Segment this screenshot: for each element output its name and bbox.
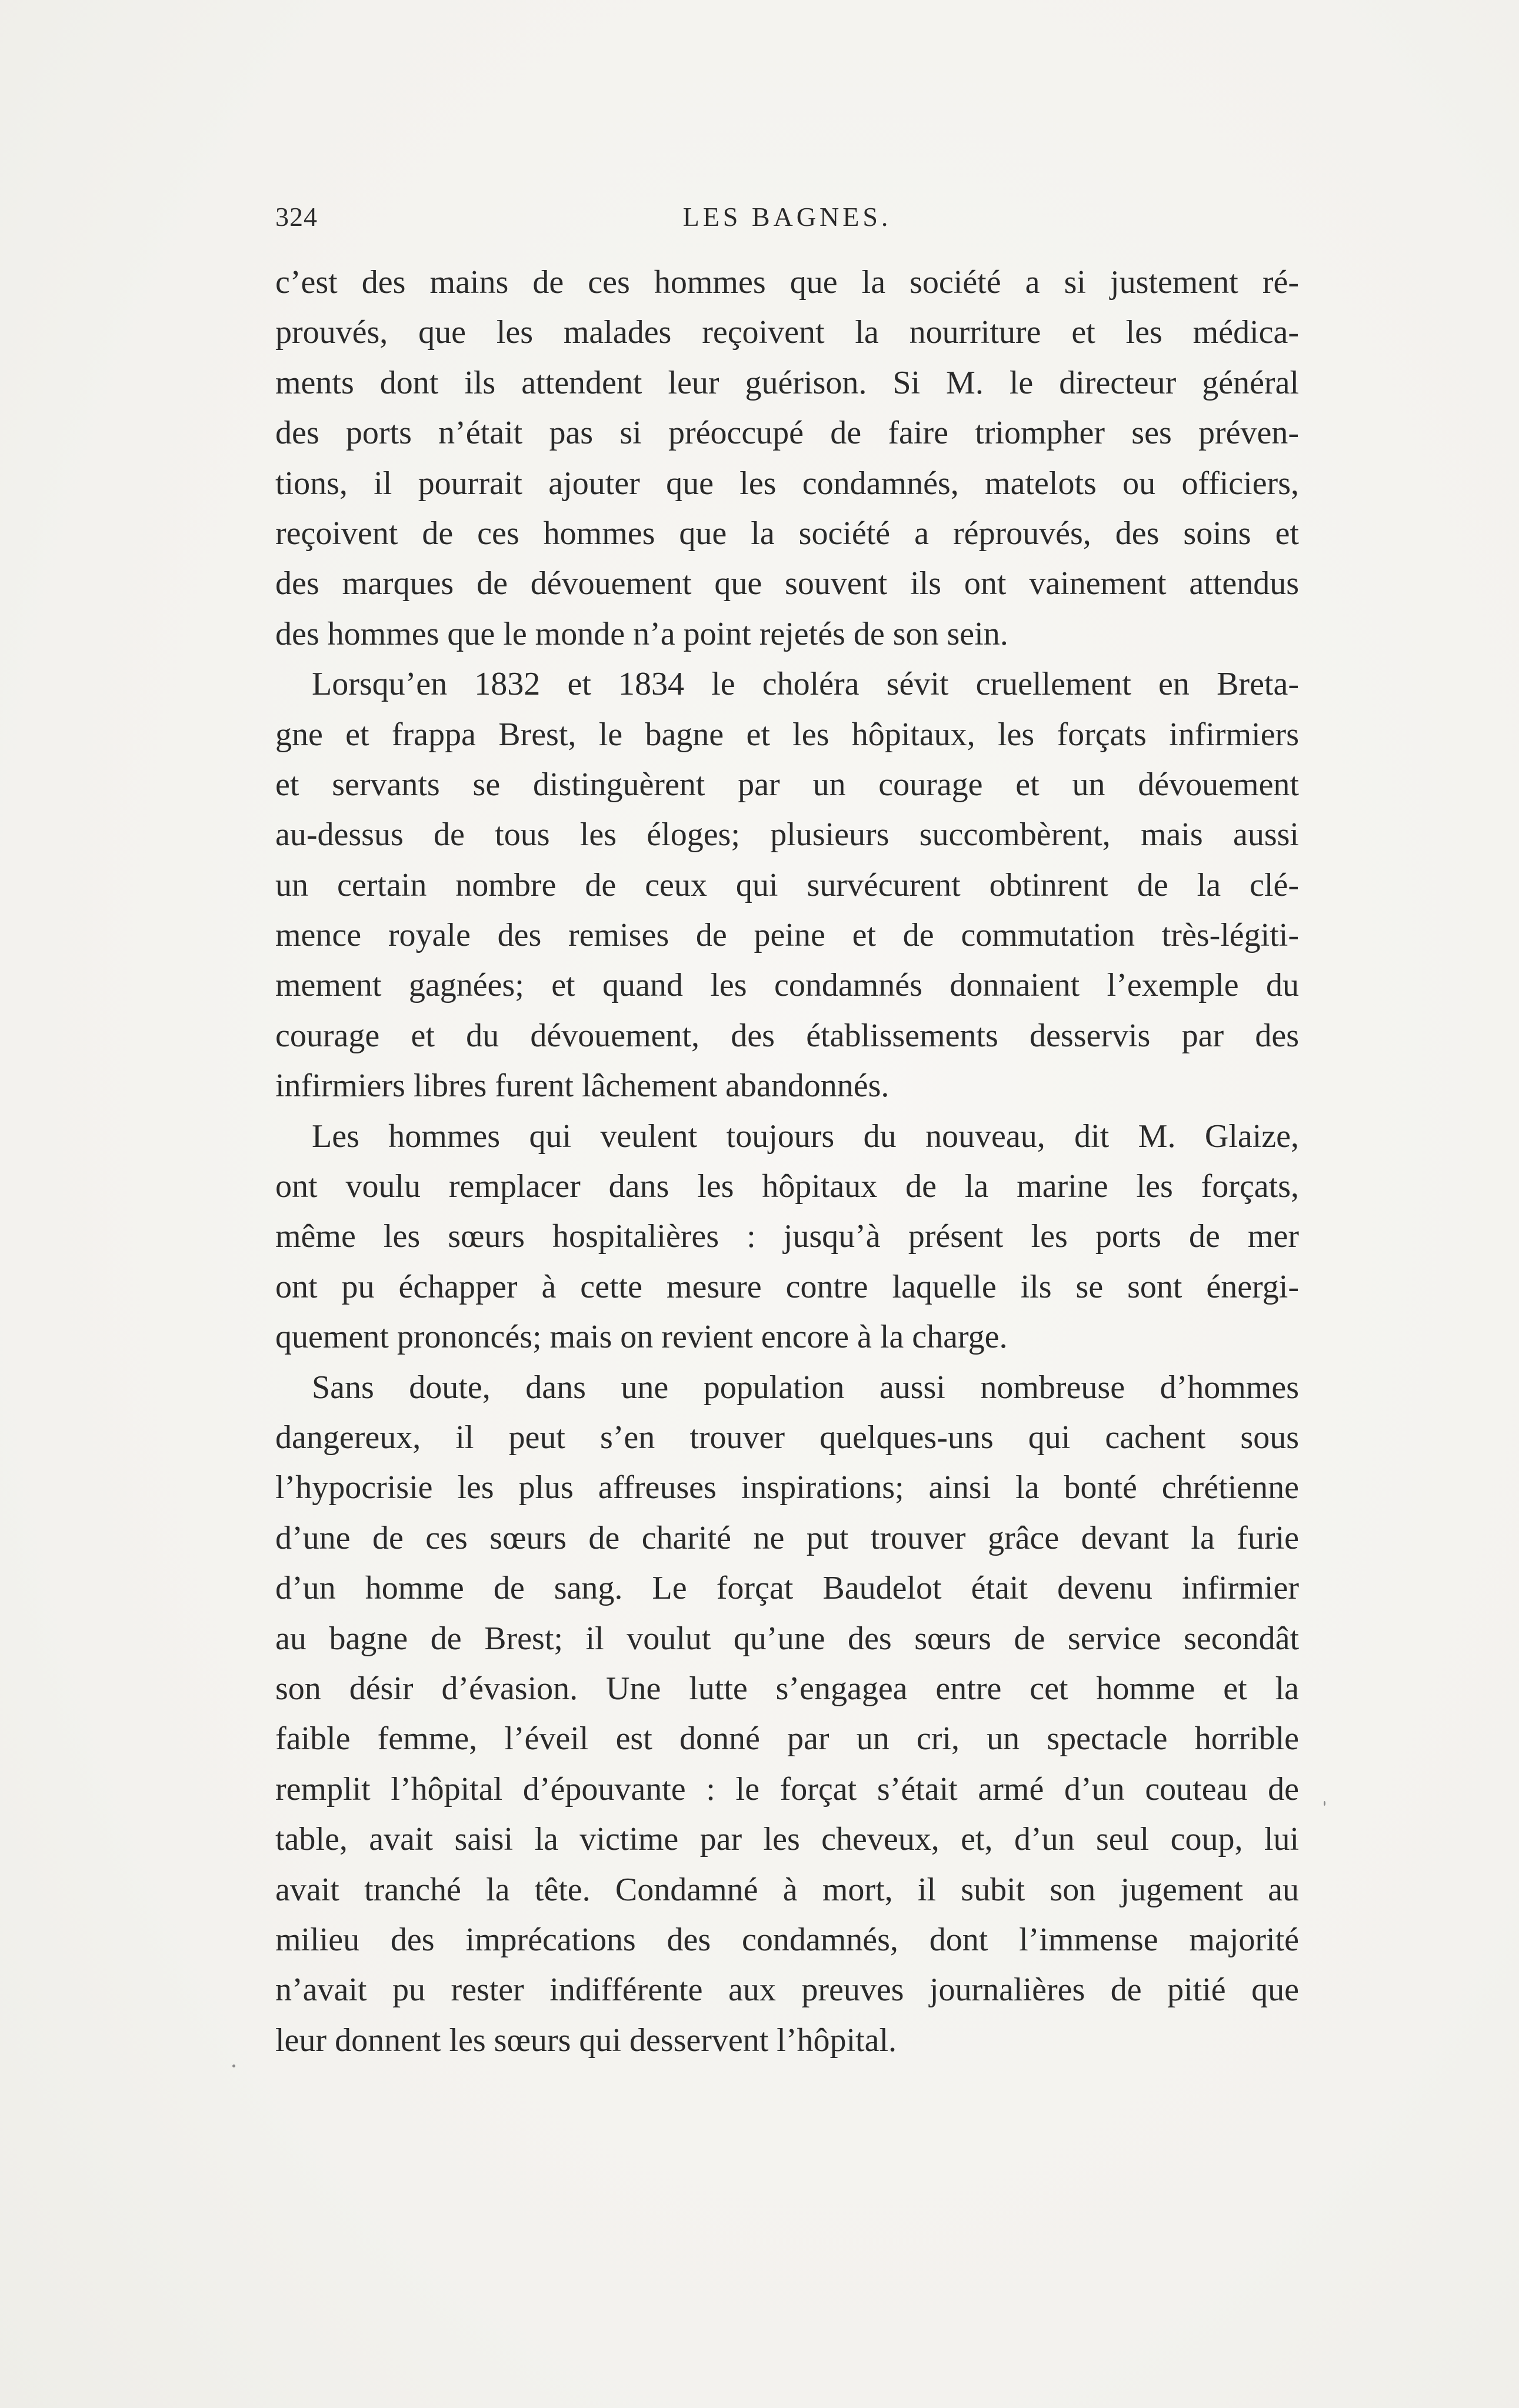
text-line: son désir d’évasion. Une lutte s’engagea entre cet homme et la (275, 1670, 1299, 1707)
text-line: table, avait saisi la victime par les cheveux, et, d’un seul coup, lui (275, 1821, 1299, 1858)
body-text (275, 258, 1299, 2066)
text-line: prouvés, que les malades reçoivent la nourriture et les médica- (275, 314, 1299, 351)
text-line: reçoivent de ces hommes que la société a réprouvés, des soins et (275, 515, 1299, 552)
page-header (275, 201, 1299, 242)
text-line: ont pu échapper à cette mesure contre laquelle ils se sont énergi- (275, 1268, 1299, 1305)
text-line: quement prononcés; mais on revient encore à la charge. (275, 1319, 1008, 1356)
paper-speck (232, 2065, 235, 2067)
text-line: Les hommes qui veulent toujours du nouveau, dit M. Glaize, (312, 1118, 1299, 1155)
text-line: des hommes que le monde n’a point rejetés de son sein. (275, 615, 1008, 652)
text-line: ments dont ils attendent leur guérison. Si M. le directeur général (275, 364, 1299, 401)
text-line: dangereux, il peut s’en trouver quelques-uns qui cachent sous (275, 1419, 1299, 1456)
text-line: ont voulu remplacer dans les hôpitaux de la marine les forçats, (275, 1168, 1299, 1205)
text-line: un certain nombre de ceux qui survécurent obtinrent de la clé- (275, 866, 1299, 903)
text-line: mence royale des remises de peine et de commutation très-légiti- (275, 917, 1299, 954)
text-line: milieu des imprécations des condamnés, dont l’immense majorité (275, 1921, 1299, 1958)
page-number: 324 (275, 202, 318, 232)
text-line: des marques de dévouement que souvent ils ont vainement attendus (275, 565, 1299, 602)
text-line: l’hypocrisie les plus affreuses inspirations; ainsi la bonté chrétienne (275, 1469, 1299, 1506)
text-line: Sans doute, dans une population aussi nombreuse d’hommes (312, 1369, 1299, 1406)
text-line: leur donnent les sœurs qui desservent l’hôpital. (275, 2022, 897, 2059)
text-line: infirmiers libres furent lâchement abandonnés. (275, 1068, 890, 1105)
text-line: d’une de ces sœurs de charité ne put trouver grâce devant la furie (275, 1519, 1299, 1556)
text-line: c’est des mains de ces hommes que la société a si justement ré- (275, 264, 1299, 301)
text-line: tions, il pourrait ajouter que les condamnés, matelots ou officiers, (275, 465, 1299, 502)
text-line: mement gagnées; et quand les condamnés donnaient l’exemple du (275, 967, 1299, 1004)
text-line: même les sœurs hospitalières : jusqu’à présent les ports de mer (275, 1218, 1299, 1255)
text-line: faible femme, l’éveil est donné par un cri, un spectacle horrible (275, 1720, 1299, 1757)
text-line: n’avait pu rester indifférente aux preuves journalières de pitié que (275, 1972, 1299, 2009)
text-line: des ports n’était pas si préoccupé de faire triompher ses préven- (275, 415, 1299, 452)
text-line: et servants se distinguèrent par un courage et un dévouement (275, 766, 1299, 803)
text-line: au-dessus de tous les éloges; plusieurs succombèrent, mais aussi (275, 816, 1299, 853)
text-line: Lorsqu’en 1832 et 1834 le choléra sévit cruellement en Breta- (312, 666, 1299, 703)
text-line: gne et frappa Brest, le bagne et les hôpitaux, les forçats infirmiers (275, 716, 1299, 753)
text-line: avait tranché la tête. Condamné à mort, il subit son jugement au (275, 1871, 1299, 1908)
text-line: remplit l’hôpital d’épouvante : le forçat s’était armé d’un couteau de (275, 1770, 1299, 1807)
paper-speck (1324, 1801, 1325, 1806)
text-line: d’un homme de sang. Le forçat Baudelot était devenu infirmier (275, 1570, 1299, 1607)
running-title: LES BAGNES. (682, 202, 892, 232)
text-line: au bagne de Brest; il voulut qu’une des sœurs de service secondât (275, 1620, 1299, 1657)
text-line: courage et du dévouement, des établissements desservis par des (275, 1017, 1299, 1054)
